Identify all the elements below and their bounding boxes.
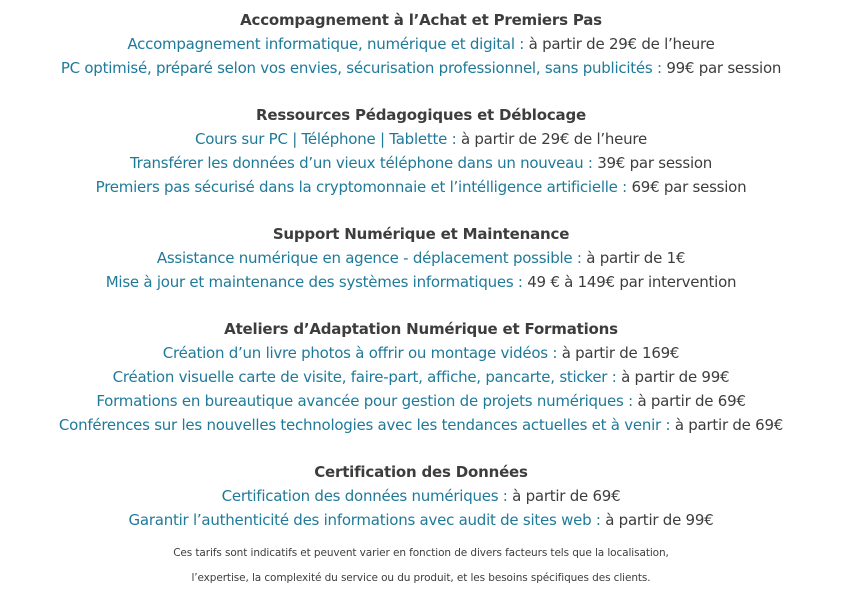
disclaimer-line: Ces tarifs sont indicatifs et peuvent varier en fonction de divers facteurs tels que la localisation, [173,547,669,559]
service-line [0,246,842,270]
service-price: à partir de 29€ de l’heure [460,130,647,148]
service-line [0,484,842,508]
service-label: Transférer les données d’un vieux téléphone dans un nouveau : [129,154,593,172]
service-label: Création d’un livre photos à offrir ou montage vidéos : [162,344,558,362]
section-title: Support Numérique et Maintenance [272,225,570,243]
service-price: 99€ par session [666,59,782,77]
service-label: Formations en bureautique avancée pour gestion de projets numériques : [96,392,633,410]
service-line [0,341,842,365]
service-line [0,270,842,294]
service-price: à partir de 69€ [674,416,784,434]
section-title: Ressources Pédagogiques et Déblocage [256,106,586,124]
service-line [0,175,842,199]
service-label: Création visuelle carte de visite, faire-part, affiche, pancarte, sticker : [112,368,617,386]
service-label: Garantir l’authenticité des informations avec audit de sites web : [128,511,601,529]
service-line [0,389,842,413]
section-title: Accompagnement à l’Achat et Premiers Pas [240,11,602,29]
service-price: à partir de 99€ [621,368,730,386]
section-title: Certification des Données [314,463,528,481]
price-list [0,8,842,591]
service-label: Conférences sur les nouvelles technologies avec les tendances actuelles et à venir : [58,416,671,434]
service-price: à partir de 169€ [561,344,680,362]
service-price: à partir de 1€ [586,249,686,267]
service-price: à partir de 99€ [605,511,714,529]
service-label: Premiers pas sécurisé dans la cryptomonnaie et l’intélligence artificielle : [95,178,627,196]
service-line [0,151,842,175]
service-line [0,56,842,80]
service-label: Mise à jour et maintenance des systèmes informatiques : [105,273,523,291]
service-line [0,127,842,151]
service-price: 69€ par session [631,178,747,196]
section-certification [0,460,842,532]
service-line [0,508,842,532]
service-line [0,32,842,56]
section-title: Ateliers d’Adaptation Numérique et Formations [224,320,618,338]
service-label: PC optimisé, préparé selon vos envies, sécurisation professionnel, sans publicités : [60,59,662,77]
section-support [0,222,842,294]
service-label: Cours sur PC | Téléphone | Tablette : [195,130,457,148]
service-label: Accompagnement informatique, numérique et digital : [127,35,525,53]
section-ateliers [0,317,842,437]
service-price: à partir de 69€ [512,487,621,505]
service-price: 39€ par session [597,154,713,172]
service-price: à partir de 69€ [637,392,746,410]
service-line [0,413,842,437]
section-accompagnement [0,8,842,80]
service-price: à partir de 29€ de l’heure [528,35,715,53]
section-ressources [0,103,842,199]
disclaimer-line: l’expertise, la complexité du service ou du produit, et les besoins spécifiques des clients. [191,572,651,584]
service-price: 49 € à 149€ par intervention [527,273,737,291]
service-line [0,365,842,389]
service-label: Assistance numérique en agence - déplacement possible : [156,249,582,267]
service-label: Certification des données numériques : [221,487,508,505]
